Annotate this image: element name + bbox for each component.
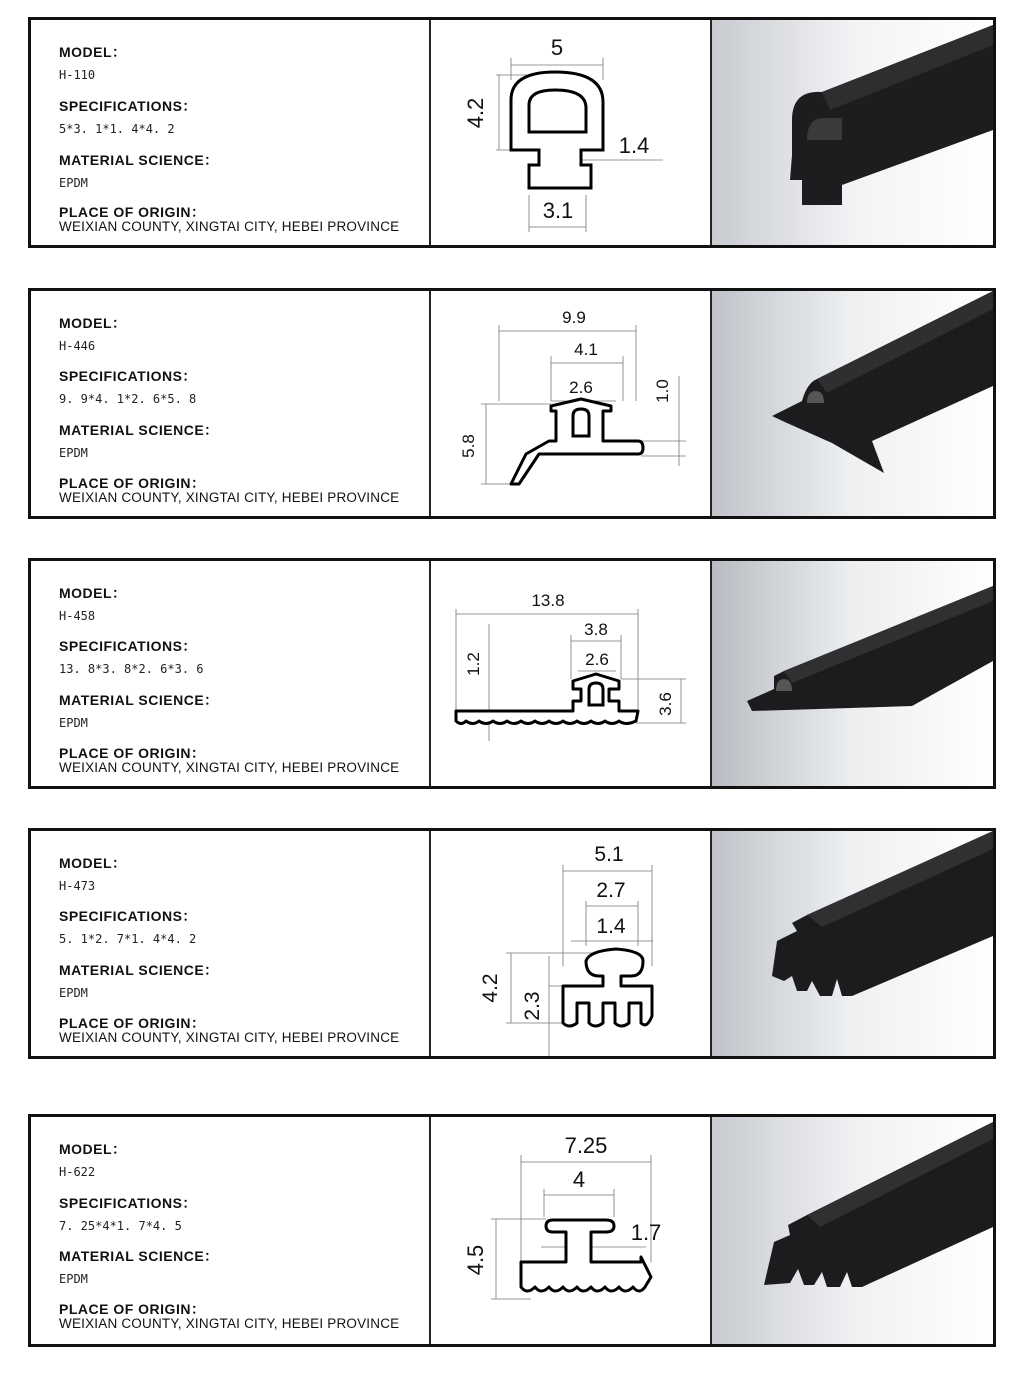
origin-value: WEIXIAN COUNTY, XINGTAI CITY, HEBEI PROVINCE bbox=[59, 1030, 400, 1045]
profile-drawing bbox=[431, 291, 712, 516]
rubber-strip-render bbox=[712, 831, 993, 1056]
specifications-label: SPECIFICATIONS： bbox=[59, 908, 197, 924]
dim-neck-label: 1.4 bbox=[596, 915, 626, 938]
cross-section-diagram bbox=[431, 561, 712, 786]
dim-width-label: 9.9 bbox=[562, 308, 586, 327]
specifications-label: SPECIFICATIONS： bbox=[59, 98, 197, 114]
model-value: H-458 bbox=[59, 609, 96, 623]
cross-section-diagram bbox=[431, 291, 712, 516]
cross-section-diagram bbox=[431, 831, 712, 1056]
dim-neck-label: 1.4 bbox=[618, 133, 650, 158]
product-card-h473 bbox=[28, 828, 996, 1059]
model-value: H-110 bbox=[59, 68, 96, 82]
profile-drawing bbox=[431, 561, 712, 786]
specifications-value: 5*3. 1*1. 4*4. 2 bbox=[59, 122, 175, 136]
material-label: MATERIAL SCIENCE： bbox=[59, 692, 219, 708]
dim-top-label: 3.8 bbox=[584, 620, 608, 639]
model-label: MODEL： bbox=[59, 1141, 127, 1157]
dim-width-label: 5.1 bbox=[594, 843, 624, 866]
profile-drawing bbox=[431, 1117, 712, 1344]
product-info bbox=[31, 561, 431, 786]
specifications-value: 5. 1*2. 7*1. 4*4. 2 bbox=[59, 932, 197, 946]
product-photo bbox=[712, 20, 993, 245]
profile-drawing bbox=[431, 831, 712, 1056]
model-label: MODEL： bbox=[59, 315, 127, 331]
origin-label: PLACE OF ORIGIN： bbox=[59, 1301, 206, 1317]
dim-top-label: 2.7 bbox=[596, 879, 626, 902]
rubber-strip-render bbox=[712, 1117, 993, 1344]
origin-value: WEIXIAN COUNTY, XINGTAI CITY, HEBEI PROVINCE bbox=[59, 490, 400, 505]
product-info bbox=[31, 291, 431, 516]
product-info bbox=[31, 20, 431, 245]
product-info bbox=[31, 831, 431, 1056]
model-label: MODEL： bbox=[59, 44, 127, 60]
material-value: EPDM bbox=[59, 986, 88, 1000]
rubber-strip-render bbox=[712, 20, 993, 245]
model-value: H-446 bbox=[59, 339, 96, 353]
dim-height-label: 4.5 bbox=[463, 1244, 488, 1276]
product-photo bbox=[712, 561, 993, 786]
model-label: MODEL： bbox=[59, 855, 127, 871]
model-label: MODEL： bbox=[59, 585, 127, 601]
product-card-h622 bbox=[28, 1114, 996, 1347]
dim-width-label: 7.25 bbox=[564, 1133, 608, 1158]
origin-value: WEIXIAN COUNTY, XINGTAI CITY, HEBEI PROVINCE bbox=[59, 760, 400, 775]
profile-drawing bbox=[431, 20, 712, 245]
dim-neck-label: 2.6 bbox=[569, 378, 593, 397]
specifications-label: SPECIFICATIONS： bbox=[59, 368, 197, 384]
specifications-value: 7. 25*4*1. 7*4. 5 bbox=[59, 1219, 182, 1233]
dim-height-label: 4.2 bbox=[479, 973, 502, 1003]
dim-fin-label: 2.3 bbox=[521, 991, 544, 1021]
dim-height-label: 4.2 bbox=[463, 97, 488, 129]
product-photo bbox=[712, 831, 993, 1056]
origin-value: WEIXIAN COUNTY, XINGTAI CITY, HEBEI PROVINCE bbox=[59, 219, 400, 234]
material-value: EPDM bbox=[59, 176, 88, 190]
rubber-strip-render bbox=[712, 561, 993, 786]
material-value: EPDM bbox=[59, 446, 88, 460]
specifications-value: 9. 9*4. 1*2. 6*5. 8 bbox=[59, 392, 197, 406]
product-card-h446 bbox=[28, 288, 996, 519]
product-info bbox=[31, 1117, 431, 1344]
dim-base-label: 1.2 bbox=[464, 652, 483, 676]
specifications-label: SPECIFICATIONS： bbox=[59, 638, 197, 654]
material-label: MATERIAL SCIENCE： bbox=[59, 1248, 219, 1264]
specifications-label: SPECIFICATIONS： bbox=[59, 1195, 197, 1211]
dim-width-label: 13.8 bbox=[531, 591, 565, 610]
origin-label: PLACE OF ORIGIN： bbox=[59, 475, 206, 491]
material-label: MATERIAL SCIENCE： bbox=[59, 422, 219, 438]
dim-base-label: 3.1 bbox=[542, 198, 574, 223]
product-card-h458 bbox=[28, 558, 996, 789]
dim-neck-label: 2.6 bbox=[585, 650, 609, 669]
material-label: MATERIAL SCIENCE： bbox=[59, 152, 219, 168]
product-photo bbox=[712, 291, 993, 516]
origin-label: PLACE OF ORIGIN： bbox=[59, 745, 206, 761]
dim-top-label: 4 bbox=[572, 1167, 586, 1192]
model-value: H-473 bbox=[59, 879, 96, 893]
origin-label: PLACE OF ORIGIN： bbox=[59, 204, 206, 220]
cross-section-diagram bbox=[431, 1117, 712, 1344]
dim-top-label: 4.1 bbox=[574, 340, 598, 359]
origin-label: PLACE OF ORIGIN： bbox=[59, 1015, 206, 1031]
product-photo bbox=[712, 1117, 993, 1344]
specifications-value: 13. 8*3. 8*2. 6*3. 6 bbox=[59, 662, 204, 676]
dim-neck-label: 1.7 bbox=[630, 1220, 662, 1245]
material-value: EPDM bbox=[59, 1272, 88, 1286]
dim-height-label: 5.8 bbox=[459, 434, 478, 458]
model-value: H-622 bbox=[59, 1165, 96, 1179]
material-value: EPDM bbox=[59, 716, 88, 730]
product-card-h110 bbox=[28, 17, 996, 248]
rubber-strip-render bbox=[712, 291, 993, 516]
origin-value: WEIXIAN COUNTY, XINGTAI CITY, HEBEI PROVINCE bbox=[59, 1316, 400, 1331]
material-label: MATERIAL SCIENCE： bbox=[59, 962, 219, 978]
dim-width-label: 5 bbox=[550, 35, 564, 60]
dim-height-label: 3.6 bbox=[656, 692, 675, 716]
cross-section-diagram bbox=[431, 20, 712, 245]
dim-lip-label: 1.0 bbox=[653, 379, 672, 403]
